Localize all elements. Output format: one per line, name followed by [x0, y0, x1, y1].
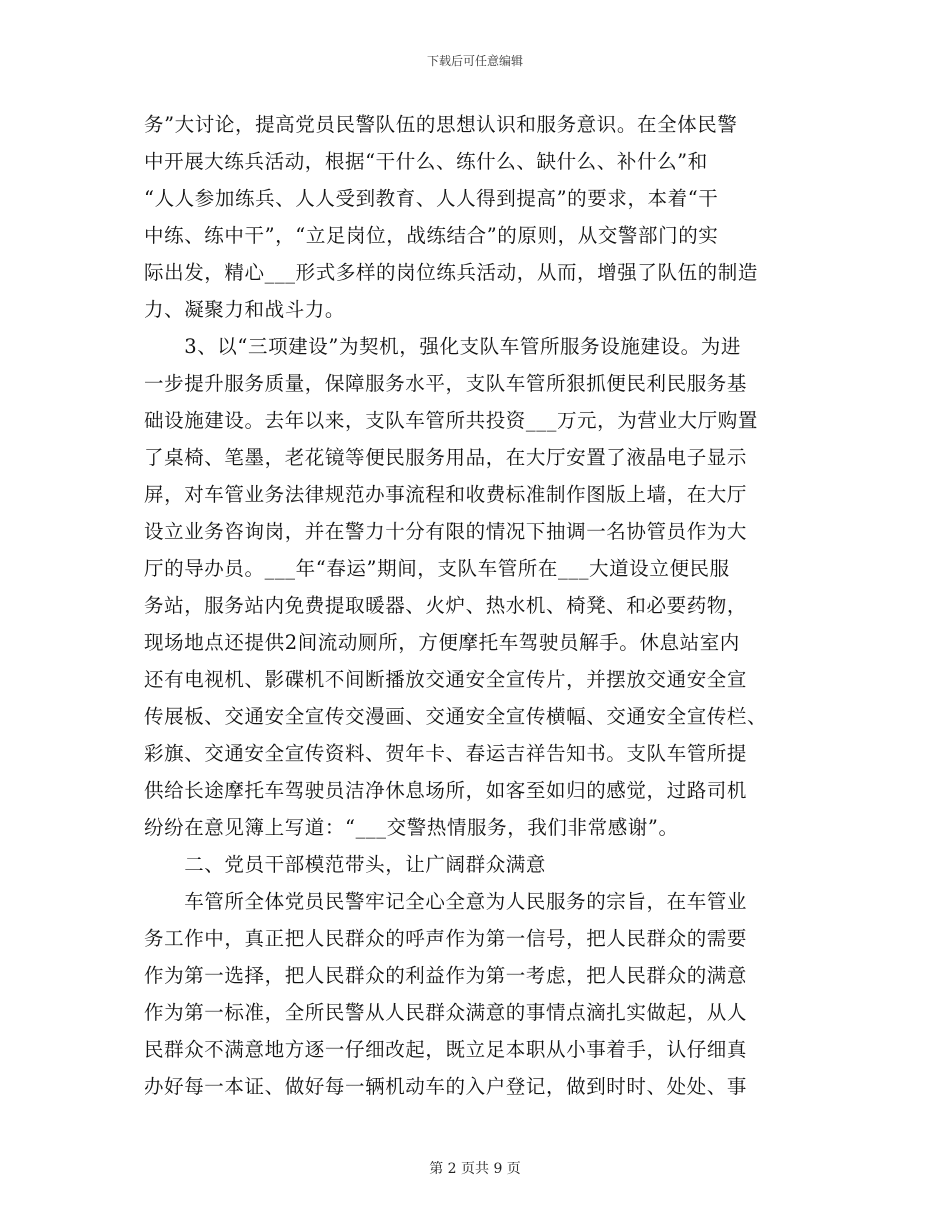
- text-line: 厅的导办员。___年“春运”期间，支队车管所在___大道设立便民服: [144, 557, 730, 580]
- text-line: 作为第一选择，把人民群众的利益作为第一考虑，把人民群众的满意: [144, 964, 748, 987]
- text-line: 3、以“三项建设”为契机，强化支队车管所服务设施建设。为进: [144, 335, 741, 358]
- text-line: 力、凝聚力和战斗力。: [144, 298, 346, 321]
- text-line: 作为第一标准，全所民警从人民群众满意的事情点滴扎实做起，从人: [144, 1001, 748, 1024]
- text-line: “人人参加练兵、人人受到教育、人人得到提高”的要求，本着“干: [144, 187, 719, 210]
- text-line: 一步提升服务质量，保障服务水平，支队车管所狠抓便民利民服务基: [144, 372, 748, 395]
- text-line: 办好每一本证、做好每一辆机动车的入户登记，做到时时、处处、事: [144, 1075, 748, 1098]
- text-line: 传展板、交通安全宣传交漫画、交通安全宣传横幅、交通安全宣传栏、: [144, 705, 768, 728]
- text-line: 际出发，精心___形式多样的岗位练兵活动，从而，增强了队伍的制造: [144, 261, 758, 284]
- text-line: 务工作中，真正把人民群众的呼声作为第一信号，把人民群众的需要: [144, 927, 748, 950]
- text-line: 务站，服务站内免费提取暖器、火炉、热水机、椅凳、和必要药物，: [144, 594, 748, 617]
- section-heading: 二、党员干部模范带头，让广阔群众满意: [144, 853, 547, 876]
- document-body: [144, 106, 804, 1105]
- text-line: 现场地点还提供2间流动厕所，方便摩托车驾驶员解手。休息站室内: [144, 631, 740, 654]
- text-line: 础设施建设。去年以来，支队车管所共投资___万元，为营业大厅购置: [144, 409, 758, 432]
- text-line: 设立业务咨询岗，并在警力十分有限的情况下抽调一名协管员作为大: [144, 520, 748, 543]
- text-line: 屏，对车管业务法律规范办事流程和收费标准制作图版上墙，在大厅: [144, 483, 748, 506]
- text-line: 纷纷在意见簿上写道：“___交警热情服务，我们非常感谢”。: [144, 816, 679, 839]
- text-line: 中开展大练兵活动，根据“干什么、练什么、缺什么、补什么”和: [144, 150, 708, 173]
- text-line: 了桌椅、笔墨，老花镜等便民服务用品，在大厅安置了液晶电子显示: [144, 446, 748, 469]
- page-number: 第 2 页共 9 页: [429, 1161, 521, 1177]
- text-line: 民群众不满意地方逐一仔细改起，既立足本职从小事着手，认仔细真: [144, 1038, 748, 1061]
- text-line: 车管所全体党员民警牢记全心全意为人民服务的宗旨，在车管业: [144, 890, 748, 913]
- text-line: 中练、练中干”，“立足岗位，战练结合”的原则，从交警部门的实: [144, 224, 719, 247]
- text-line: 彩旗、交通安全宣传资料、贺年卡、春运吉祥告知书。支队车管所提: [144, 742, 748, 765]
- page-header: 下载后可任意编辑: [426, 54, 523, 68]
- text-line: 还有电视机、影碟机不间断播放交通安全宣传片，并摆放交通安全宣: [144, 668, 748, 691]
- text-line: 务”大讨论，提高党员民警队伍的思想认识和服务意识。在全体民警: [144, 113, 738, 136]
- text-line: 供给长途摩托车驾驶员洁净休息场所，如客至如归的感觉，过路司机: [144, 779, 748, 802]
